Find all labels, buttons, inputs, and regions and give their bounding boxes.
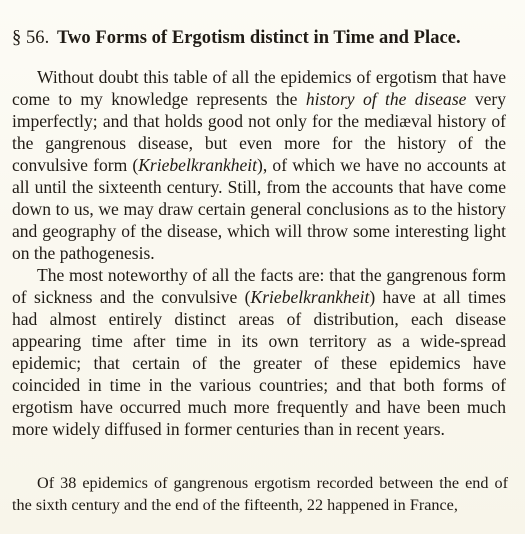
paragraph-history (12, 66, 506, 264)
section-title: Two Forms of Ergotism distinct in Time and Place. (56, 28, 461, 48)
paragraph-facts (12, 264, 506, 440)
italic-phrase: history of the disease (305, 89, 467, 109)
italic-term: Kriebelkrankheit (138, 155, 258, 175)
italic-term: Kriebelkrankheit (250, 287, 370, 307)
paragraph-gangrenous-epidemics: Of 38 epidemics of gangrenous ergotism recorded between the end of the sixth century and the end of the fifteenth, 22 happened in France, (12, 474, 508, 514)
main-text (12, 66, 506, 440)
paragraph-text: ), of which we have no accounts at all until the sixteenth century. Still, from the accounts that have come down to us, we may draw certain general conclusions as to the history and geography of the disease, which will throw some interesting light on the pathogenesis. (12, 155, 506, 263)
paragraph-text: very imperfectly; and that holds good not only for the mediæval history of the gangrenous disease, but even more for the history of the convulsive form ( (12, 89, 506, 175)
section-heading (12, 26, 517, 50)
section-number: § 56. (12, 28, 50, 48)
paragraph-text: The most noteworthy of all the facts are: that the gangrenous form of sickness and the convulsive ( (12, 265, 506, 307)
paragraph-text: Without doubt this table of all the epidemics of ergotism that have come to my knowledge represents the (12, 67, 506, 109)
paragraph-text: ) have at all times had almost entirely distinct areas of distribution, each disease appearing time after time in its own territory as a wide-spread epidemic; that certain of the greater of these epidemics have coincided in time in the various countries; and that both forms of ergotism have occurred much more frequently and have been much more widely diffused in former centuries than in recent years. (12, 287, 506, 439)
